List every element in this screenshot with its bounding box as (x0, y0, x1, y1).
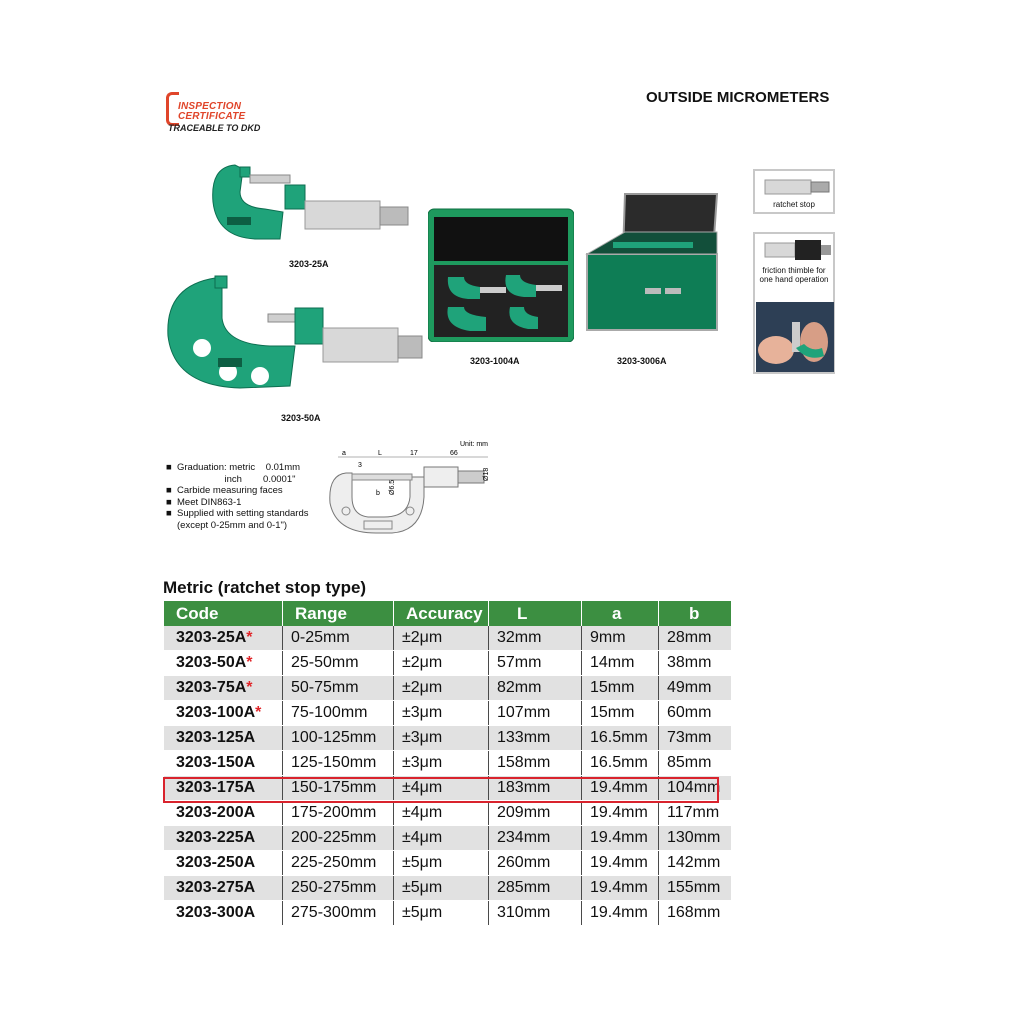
cell-range: 125-150mm (283, 751, 394, 776)
dim-66: 66 (450, 450, 458, 457)
cell-b: 73mm (659, 726, 732, 751)
feature-text: Carbide measuring faces (177, 485, 283, 496)
cell-L: 285mm (489, 876, 582, 901)
code-text: 3203-50A (176, 654, 247, 671)
cell-acc: ±4μm (394, 801, 489, 826)
cell-a: 19.4mm (582, 901, 659, 926)
cell-b: 60mm (659, 701, 732, 726)
logo-line-2: CERTIFICATE (178, 111, 246, 122)
cell-range: 150-175mm (283, 776, 394, 801)
feature-text: (except 0-25mm and 0-1") (177, 519, 288, 531)
feature-text: inch 0.0001" (177, 473, 296, 485)
cell-acc: ±3μm (394, 751, 489, 776)
dim-diameter-6-5: Ø6.5 (389, 479, 396, 495)
cell-a: 19.4mm (582, 776, 659, 801)
cell-b: 155mm (659, 876, 732, 901)
product-label-50a: 3203-50A (281, 413, 321, 423)
cell-b: 168mm (659, 901, 732, 926)
asterisk-mark: * (255, 704, 262, 721)
cell-a: 19.4mm (582, 826, 659, 851)
micrometer-set-case-image (428, 207, 574, 342)
cell-a: 14mm (582, 651, 659, 676)
dimension-drawing (328, 437, 498, 545)
table-row (164, 826, 731, 851)
cell-L: 310mm (489, 901, 582, 926)
cell-b: 85mm (659, 751, 732, 776)
code-text: 3203-125A (176, 729, 256, 746)
cell-acc: ±2μm (394, 676, 489, 701)
cell-acc: ±2μm (394, 626, 489, 651)
cell-b: 38mm (659, 651, 732, 676)
cell-a: 19.4mm (582, 876, 659, 901)
product-label-1004a: 3203-1004A (470, 356, 520, 366)
dim-3: 3 (358, 462, 362, 469)
cell-L: 133mm (489, 726, 582, 751)
ratchet-stop-caption: ratchet stop (773, 200, 815, 209)
cell-L: 209mm (489, 801, 582, 826)
cell-acc: ±4μm (394, 776, 489, 801)
table-row (164, 651, 731, 676)
cell-range: 50-75mm (283, 676, 394, 701)
cell-code (164, 726, 283, 751)
feature-item: ■ Supplied with setting standards (166, 508, 309, 519)
logo-line-3: TRACEABLE TO DKD (168, 123, 261, 133)
cell-acc: ±5μm (394, 851, 489, 876)
dim-17: 17 (410, 450, 418, 457)
cell-a: 16.5mm (582, 726, 659, 751)
cell-acc: ±3μm (394, 726, 489, 751)
code-text: 3203-225A (176, 829, 256, 846)
code-text: 3203-100A (176, 704, 256, 721)
cell-b: 142mm (659, 851, 732, 876)
code-text: 3203-150A (176, 754, 256, 771)
cell-code (164, 751, 283, 776)
cell-range: 100-125mm (283, 726, 394, 751)
code-text: 3203-300A (176, 904, 256, 921)
feature-text: Graduation: metric 0.01mm (177, 462, 301, 473)
cell-a: 9mm (582, 626, 659, 651)
feature-item: ■ Graduation: metric 0.01mm (166, 462, 301, 473)
asterisk-mark: * (246, 679, 253, 696)
dim-a: a (342, 450, 346, 457)
product-label-3006a: 3203-3006A (617, 356, 667, 366)
cell-L: 183mm (489, 776, 582, 801)
cell-acc: ±2μm (394, 651, 489, 676)
dim-L: L (378, 450, 382, 457)
cell-code (164, 626, 283, 651)
friction-thimble-image (757, 237, 835, 263)
table-row (164, 701, 731, 726)
cell-acc: ±5μm (394, 876, 489, 901)
friction-thimble-panel (753, 232, 835, 374)
table-header-row (164, 601, 731, 626)
cell-range: 75-100mm (283, 701, 394, 726)
code-text: 3203-25A (176, 629, 247, 646)
product-label-25a: 3203-25A (289, 259, 329, 269)
cell-acc: ±3μm (394, 701, 489, 726)
cell-b: 49mm (659, 676, 732, 701)
cell-L: 260mm (489, 851, 582, 876)
cell-code (164, 901, 283, 926)
code-text: 3203-75A (176, 679, 247, 696)
cell-a: 16.5mm (582, 751, 659, 776)
table-row (164, 776, 731, 801)
logo-line-1: INSPECTION (178, 101, 242, 112)
friction-thimble-caption: friction thimble for one hand operation (759, 266, 829, 284)
table-row (164, 876, 731, 901)
feature-item: ■ Meet DIN863-1 (166, 496, 242, 508)
col-header-code: Code (164, 601, 283, 626)
col-header-accuracy: Accuracy (394, 601, 489, 626)
cell-range: 0-25mm (283, 626, 394, 651)
cell-range: 175-200mm (283, 801, 394, 826)
table-row (164, 801, 731, 826)
code-text: 3203-175A (176, 779, 256, 796)
cell-code (164, 876, 283, 901)
cell-code (164, 851, 283, 876)
cell-code (164, 676, 283, 701)
cell-b: 104mm (659, 776, 732, 801)
feature-item: ■ Carbide measuring faces (166, 485, 283, 496)
table-row (164, 851, 731, 876)
feature-text: Meet DIN863-1 (177, 496, 242, 508)
cell-code (164, 826, 283, 851)
features-list (166, 462, 309, 531)
col-header-a: a (582, 601, 659, 626)
cell-range: 275-300mm (283, 901, 394, 926)
cell-range: 250-275mm (283, 876, 394, 901)
col-header-L: L (489, 601, 582, 626)
table-row (164, 676, 731, 701)
table-row (164, 751, 731, 776)
cell-L: 57mm (489, 651, 582, 676)
cell-L: 32mm (489, 626, 582, 651)
cell-b: 130mm (659, 826, 732, 851)
micrometer-storage-box-image (585, 192, 720, 332)
cell-L: 158mm (489, 751, 582, 776)
micrometer-25a-image (205, 157, 410, 252)
cell-code (164, 776, 283, 801)
ratchet-stop-image (757, 174, 835, 198)
asterisk-mark: * (246, 629, 253, 646)
dim-b: b (376, 490, 380, 497)
cell-acc: ±4μm (394, 826, 489, 851)
table-body (164, 626, 731, 926)
spec-table (164, 601, 731, 926)
feature-text: Supplied with setting standards (177, 508, 309, 519)
cell-b: 28mm (659, 626, 732, 651)
table-row (164, 626, 731, 651)
cell-code (164, 701, 283, 726)
cell-a: 19.4mm (582, 851, 659, 876)
cell-code (164, 801, 283, 826)
cell-a: 15mm (582, 676, 659, 701)
code-text: 3203-250A (176, 854, 256, 871)
ratchet-stop-panel (753, 169, 835, 214)
cell-a: 15mm (582, 701, 659, 726)
cell-L: 82mm (489, 676, 582, 701)
cell-a: 19.4mm (582, 801, 659, 826)
code-text: 3203-275A (176, 879, 256, 896)
micrometer-50a-image (160, 268, 425, 403)
cell-range: 25-50mm (283, 651, 394, 676)
cell-acc: ±5μm (394, 901, 489, 926)
code-text: 3203-200A (176, 804, 256, 821)
table-row (164, 726, 731, 751)
cell-L: 234mm (489, 826, 582, 851)
cell-range: 200-225mm (283, 826, 394, 851)
section-title: Metric (ratchet stop type) (163, 578, 367, 597)
col-header-range: Range (283, 601, 394, 626)
asterisk-mark: * (246, 654, 253, 671)
unit-label: Unit: mm (460, 441, 488, 448)
cell-b: 117mm (659, 801, 732, 826)
cell-code (164, 651, 283, 676)
feature-item (166, 474, 309, 486)
hand-operation-photo (756, 302, 834, 372)
inspection-certificate-logo (166, 92, 266, 132)
cell-L: 107mm (489, 701, 582, 726)
dim-diameter-18: Ø18 (483, 467, 490, 481)
cell-range: 225-250mm (283, 851, 394, 876)
page-title: OUTSIDE MICROMETERS (646, 89, 830, 106)
feature-item (166, 520, 309, 532)
table-row (164, 901, 731, 926)
col-header-b: b (659, 601, 732, 626)
